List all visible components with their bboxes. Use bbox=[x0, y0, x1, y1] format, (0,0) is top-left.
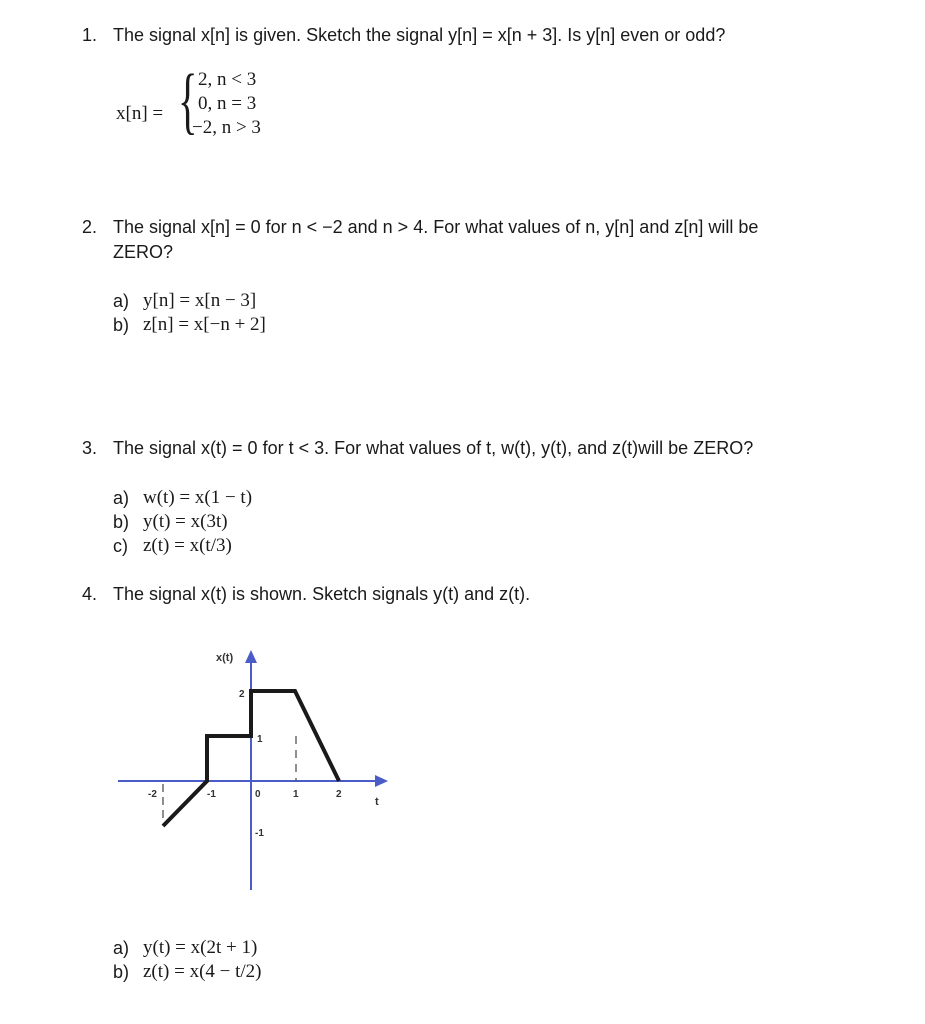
y-tick-label: -1 bbox=[255, 828, 264, 839]
q3-item-b-expr: y(t) = x(3t) bbox=[143, 511, 228, 532]
q2-text-line1: The signal x[n] = 0 for n < −2 and n > 4. For what values of n, y[n] and z[n] will be bbox=[113, 217, 759, 237]
q3-text: The signal x(t) = 0 for t < 3. For what values of t, w(t), y(t), and z(t)will be ZERO? bbox=[113, 438, 754, 458]
y-axis-label: x(t) bbox=[216, 652, 234, 664]
q4-item-a-label: a) bbox=[113, 938, 130, 958]
signal-plot bbox=[110, 640, 410, 900]
q4-item-b-expr: z(t) = x(4 − t/2) bbox=[143, 961, 262, 982]
q3-item-c-expr: z(t) = x(t/3) bbox=[143, 535, 232, 556]
q2-item-b-expr: z[n] = x[−n + 2] bbox=[143, 314, 266, 335]
q2-number: 2. bbox=[82, 217, 98, 237]
q2-text-line2: ZERO? bbox=[113, 242, 174, 262]
q2-item-a-label: a) bbox=[113, 291, 130, 311]
q1-case-1: 2, n < 3 bbox=[198, 69, 257, 90]
q4-text: The signal x(t) is shown. Sketch signals y(t) and z(t). bbox=[113, 584, 531, 604]
q4-item-a-expr: y(t) = x(2t + 1) bbox=[143, 937, 258, 958]
q2-item-a-expr: y[n] = x[n − 3] bbox=[143, 290, 257, 311]
q3-item-a-label: a) bbox=[113, 488, 130, 508]
q4-number: 4. bbox=[82, 584, 98, 604]
x-tick-label: -2 bbox=[148, 789, 157, 800]
q3-item-a-expr: w(t) = x(1 − t) bbox=[143, 487, 253, 508]
x-tick-label: 2 bbox=[336, 789, 342, 800]
x-axis-arrow bbox=[375, 775, 388, 787]
q1-number: 1. bbox=[82, 25, 98, 45]
x-tick-label: -1 bbox=[207, 789, 216, 800]
y-tick-label: 1 bbox=[257, 734, 263, 745]
q1-text: The signal x[n] is given. Sketch the signal y[n] = x[n + 3]. Is y[n] even or odd? bbox=[113, 25, 726, 45]
q1-case-3: −2, n > 3 bbox=[192, 117, 261, 138]
q3-item-c-label: c) bbox=[113, 536, 128, 556]
q3-number: 3. bbox=[82, 438, 98, 458]
x-tick-label: 0 bbox=[255, 789, 261, 800]
y-tick-label: 2 bbox=[239, 689, 245, 700]
q4-item-b-label: b) bbox=[113, 962, 130, 982]
q1-lhs: x[n] = bbox=[116, 103, 164, 124]
x-tick-label: 1 bbox=[293, 789, 299, 800]
q1-case-2: 0, n = 3 bbox=[198, 93, 257, 114]
q3-item-b-label: b) bbox=[113, 512, 130, 532]
y-axis-arrow bbox=[245, 650, 257, 663]
x-axis-label: t bbox=[375, 796, 379, 808]
q1-brace: { bbox=[178, 60, 198, 142]
q2-item-b-label: b) bbox=[113, 315, 130, 335]
